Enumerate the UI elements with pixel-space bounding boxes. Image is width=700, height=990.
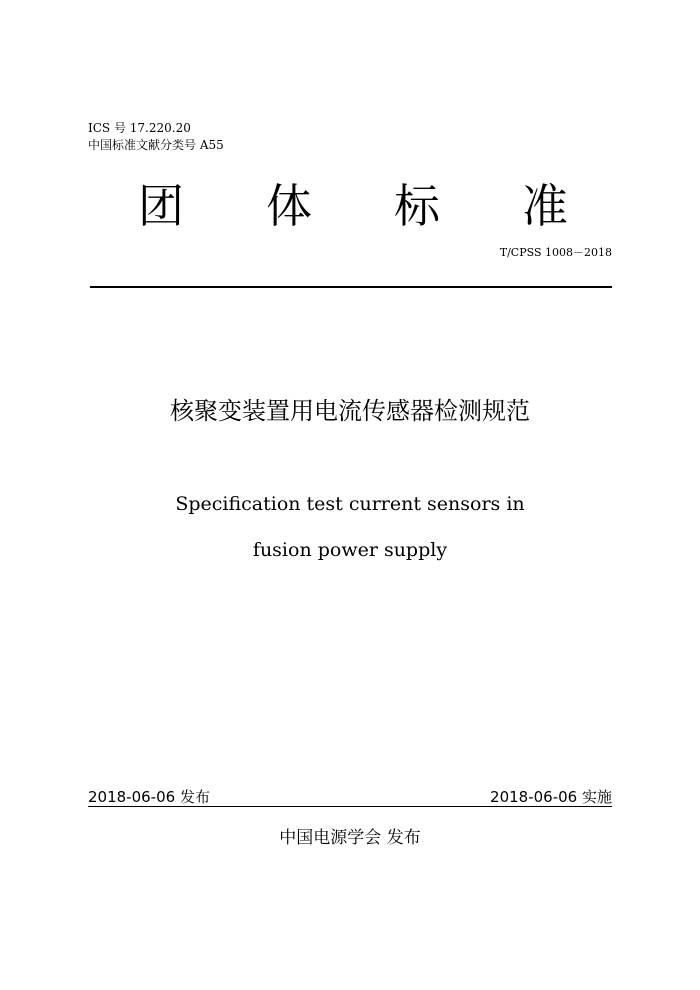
implement-date: 2018-06-06 实施 xyxy=(490,788,612,806)
footer-divider xyxy=(88,806,612,807)
document-title-english-line1: Specification test current sensors in xyxy=(175,493,525,515)
ics-number: ICS 号 17.220.20 xyxy=(88,121,191,135)
standard-type-title xyxy=(138,176,568,236)
standard-type-char: 准 xyxy=(522,179,568,233)
publisher: 中国电源学会 发布 xyxy=(279,828,421,848)
document-title-chinese: 核聚变装置用电流传感器检测规范 xyxy=(170,397,530,425)
document-title-english-line2: fusion power supply xyxy=(252,539,448,561)
publish-date: 2018-06-06 发布 xyxy=(88,788,210,806)
ccs-classification: 中国标准文献分类号 A55 xyxy=(88,138,224,152)
standard-type-char: 团 xyxy=(138,179,184,233)
date-row xyxy=(88,787,612,807)
standard-code: T/CPSS 1008－2018 xyxy=(499,246,612,259)
header-divider xyxy=(90,286,612,288)
standard-type-char: 体 xyxy=(266,179,312,233)
standard-type-char: 标 xyxy=(394,179,440,233)
